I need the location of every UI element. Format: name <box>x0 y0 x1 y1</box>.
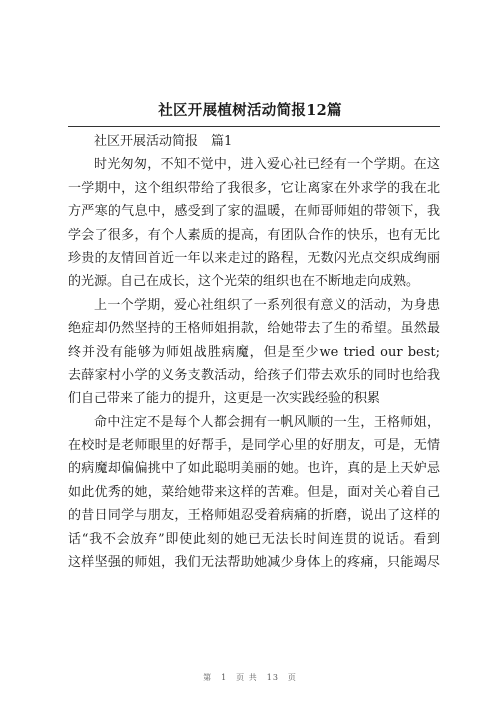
text-line: 去薛家村小学的义务支教活动，给孩子们带去欢乐的同时也给我 <box>68 367 440 383</box>
text-line: 一学期中，这个组织带给了我很多，它让离家在外求学的我在北 <box>68 180 440 196</box>
text-line: 学会了很多，有个人素质的提高，有团队合作的快乐，也有无比 <box>68 227 440 243</box>
text-line: 的光源。自己在成长，这个光荣的组织也在不断地走向成熟。 <box>68 274 420 290</box>
text-line: 的病魔却偏偏挑中了如此聪明美丽的她。也许，真的是上天妒忌 <box>68 461 440 477</box>
text-line: 在校时是老师眼里的好帮手，是同学心里的好朋友，可是，无情 <box>68 438 440 454</box>
page-number-footer: 第 1 页 共 13 页 <box>203 673 297 682</box>
text-line: 终并没有能够为师姐战胜病魔，但是至少we tried our best; <box>68 344 440 360</box>
text-line: 命中注定不是每个人都会拥有一帆风顺的一生，王格师姐， <box>94 414 440 430</box>
text-line: 珍贵的友情回首近一年以来走过的路程，无数闪光点交织成绚丽 <box>68 250 440 266</box>
document-body <box>68 130 440 574</box>
text-line: 这样坚强的师姐，我们无法帮助她减少身体上的疼痛，只能竭尽 <box>68 555 440 571</box>
text-line: 话“我不会放弃”即使此刻的她已无法长时间连贯的说话。看到 <box>68 531 440 547</box>
text-line: 上一个学期，爱心社组织了一系列很有意义的活动，为身患 <box>94 297 440 313</box>
title-divider <box>68 126 440 127</box>
section-heading: 社区开展活动简报 篇1 <box>94 134 233 149</box>
text-line: 如此优秀的她，菜给她带来这样的苦难。但是，面对关心着自己 <box>68 484 440 500</box>
text-line: 时光匆匆，不知不觉中，进入爱心社已经有一个学期。在这 <box>94 157 440 173</box>
text-line: 们自己带来了能力的提升，这更是一次实践经验的积累 <box>68 391 381 407</box>
text-line: 方严寒的气息中，感受到了家的温暖，在师哥师姐的带领下，我 <box>68 204 440 220</box>
document-title: 社区开展植树活动简报12篇 <box>158 102 342 119</box>
text-line: 的昔日同学与朋友，王格师姐忍受着病痛的折磨，说出了这样的 <box>68 508 440 524</box>
text-line: 绝症却仍然坚持的王格师姐捐款，给她带去了生的希望。虽然最 <box>68 321 440 337</box>
